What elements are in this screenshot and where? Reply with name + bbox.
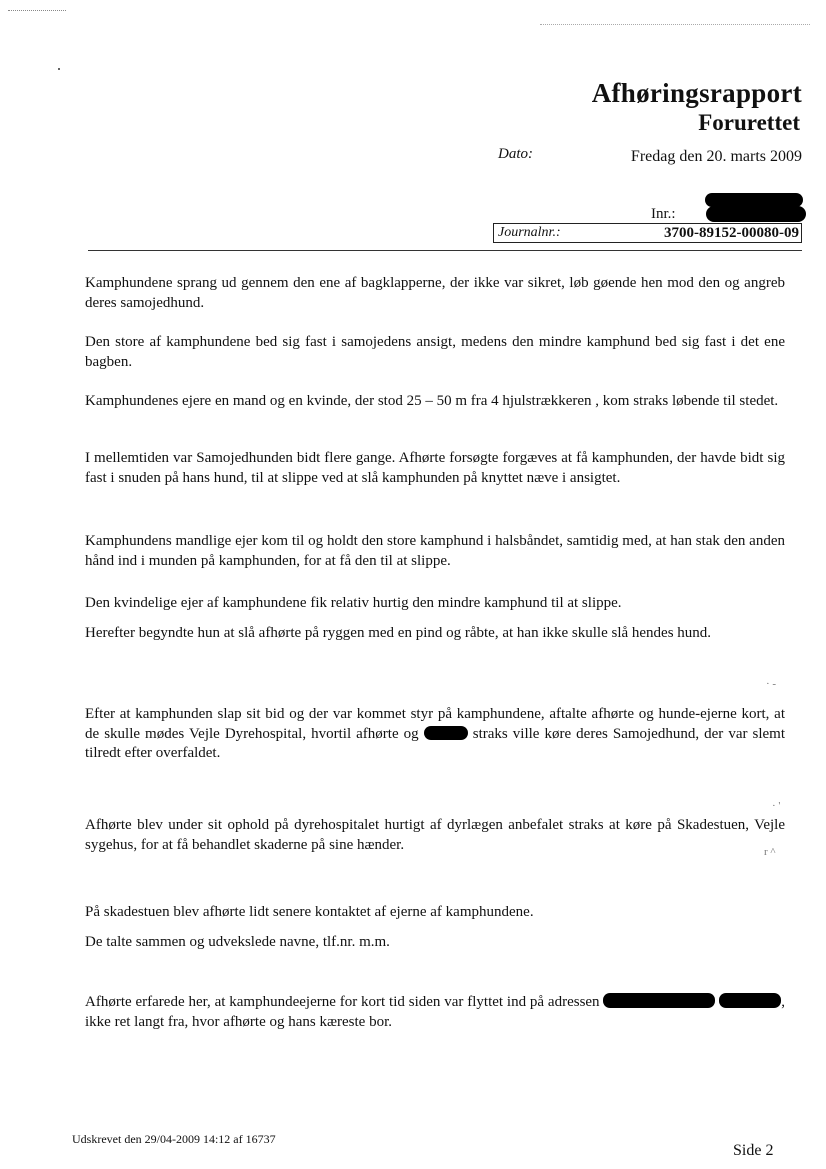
paragraph-text: Efter at kamphunden slap sit bid og der var kommet styr på kamphundene, aftalte afhørte og hunde-ejerne kort, at de skulle mødes Vejle Dyrehospital, hvortil afhørte og [85,706,785,742]
paragraph: Kamphundenes ejere en mand og en kvinde, der stod 25 – 50 m fra 4 hjulstrækkeren , kom straks løbende til stedet. [85,393,779,409]
paragraph: Herefter begyndte hun at slå afhørte på ryggen med en pind og råbte, at han ikke skulle slå hendes hund. [85,625,712,641]
paragraph: Kamphundens mandlige ejer kom til og holdt den store kamphund i halsbåndet, samtidig med, at han stak den anden hånd ind i munden på kamphunden, for at få den til at slippe. [85,533,785,569]
date-label: Dato: [498,146,533,162]
paragraph [85,705,785,764]
paragraph: Kamphundene sprang ud gennem den ene af bagklapperne, der ikke var sikret, løb gøende hen mod den og angreb deres samojedhund. [85,275,785,311]
paragraph: Den kvindelige ejer af kamphundene fik relativ hurtig den mindre kamphund til at slippe. [85,595,622,611]
page-number: Side 2 [733,1142,774,1159]
paragraph: De talte sammen og udvekslede navne, tlf.nr. m.m. [85,934,390,950]
print-info: Udskrevet den 29/04-2009 14:12 af 16737 [72,1132,276,1146]
paragraph-text: straks ville køre deres Samojedhund, der var slemt tilredt efter overfaldet. [85,725,786,761]
journal-label: Journalnr.: [498,225,561,240]
paragraph [85,993,785,1032]
paragraph-text: , ikke ret langt fra, hvor afhørte og hans kæreste bor. [85,994,785,1030]
paragraph: På skadestuen blev afhørte lidt senere kontaktet af ejerne af kamphundene. [85,904,534,920]
inr-label: Inr.: [651,206,676,222]
header-rule [88,250,802,251]
scan-artifact [8,10,66,11]
paragraph: I mellemtiden var Samojedhunden bidt flere gange. Afhørte forsøgte forgæves at få kamphunden, der havde bidt sig fast i snuden på hans hund, til at slippe ved at slå kamphunden på knyttet næve i ansigtet. [85,450,785,486]
margin-mark: · - [766,678,777,690]
date-value: Fredag den 20. marts 2009 [630,148,802,165]
report-subtitle: Forurettet [698,110,800,135]
margin-mark: · ' [772,800,781,812]
redaction-bar [705,193,803,207]
redaction-bar [424,726,468,740]
journal-box [493,223,802,243]
report-title: Afhøringsrapport [591,78,802,108]
redaction-bar [706,206,806,222]
paragraph-text: Afhørte erfarede her, at kamphundeejerne for kort tid siden var flyttet ind på adressen [85,994,600,1010]
redaction-bar [719,993,781,1008]
scan-artifact [540,24,810,25]
journal-number: 3700-89152-00080-09 [664,225,799,241]
redaction-bar [603,993,715,1008]
margin-mark: r ^ [764,846,776,858]
scan-speck [58,68,60,70]
paragraph: Afhørte blev under sit ophold på dyrehospitalet hurtigt af dyrlægen anbefalet straks at køre på Skadestuen, Vejle sygehus, for at få behandlet skaderne på sine hænder. [85,817,785,853]
paragraph: Den store af kamphundene bed sig fast i samojedens ansigt, medens den mindre kamphund bed sig fast i det ene bagben. [85,334,785,370]
